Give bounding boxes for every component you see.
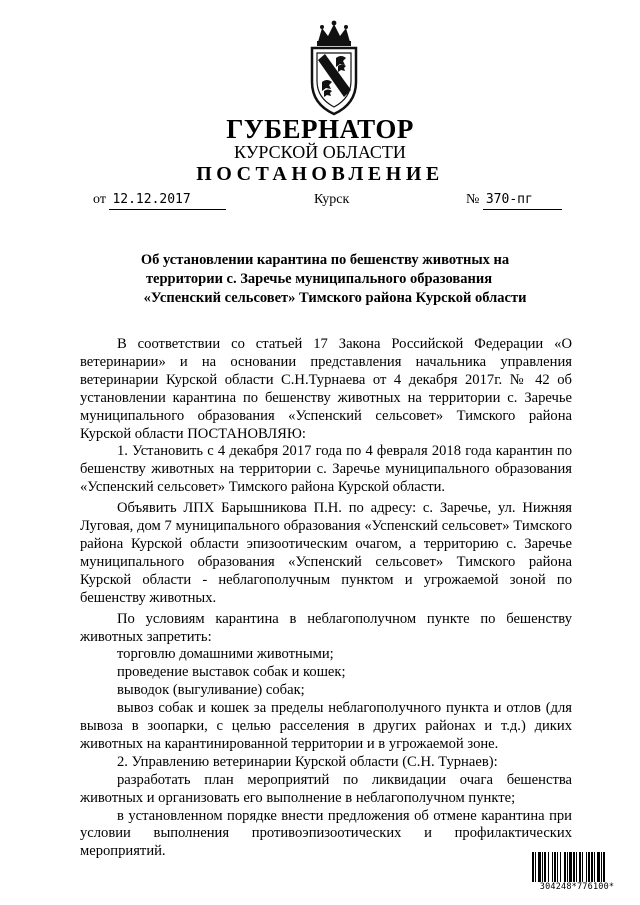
barcode-bar	[538, 852, 541, 885]
barcode-bar	[535, 852, 536, 885]
paragraph-announcement: Объявить ЛПХ Барышникова П.Н. по адресу: с. Заречье, ул. Нижняя Луговая, дом 7 муниципального образования «Успенский сельсовет» Тимского района Курской области эпизоотическим очагом, а территорию с. Заречье муниципального образования «Успенский сельсовет» Тимского района Курской области - неблагополучным пунктом и угрожаемой зоной по бешенству животных.	[80, 500, 572, 606]
document-city: Курск	[314, 192, 350, 207]
barcode-bar	[567, 852, 568, 885]
paragraph-item-2: 2. Управлению ветеринарии Курской области (С.Н. Турнаев):	[117, 753, 498, 770]
barcode-bar	[544, 852, 546, 885]
document-number	[466, 191, 562, 210]
barcode-bar	[573, 852, 575, 885]
barcode-bar	[582, 852, 583, 885]
governor-title: ГУБЕРНАТОР	[226, 114, 414, 144]
paragraph-item-1: 1. Установить с 4 декабря 2017 года по 4 февраля 2018 года карантин по бешенству животных на территории с. Заречье муниципального образования «Успенский сельсовет» Тимского района Курской области.	[80, 443, 572, 496]
barcode-bar	[576, 852, 577, 885]
barcode-bar	[601, 852, 602, 885]
prohibition-item: торговлю домашними животными;	[117, 646, 334, 663]
barcode-bar	[542, 852, 543, 885]
barcode-bar	[588, 852, 590, 885]
coat-of-arms-emblem	[298, 20, 370, 120]
barcode-bar	[548, 852, 549, 885]
number-prefix: №	[466, 192, 480, 207]
barcode-bar	[552, 852, 553, 885]
subject-line: Об установлении карантина по бешенству животных на	[140, 252, 510, 268]
decree-body	[80, 336, 572, 861]
barcode-number: 304248*776100*	[531, 882, 623, 893]
barcode-bar	[569, 852, 572, 885]
task-item: в установленном порядке внести предложения об отмене карантина при условии выполнения противоэпизоотических и профилактических мероприятий.	[80, 807, 572, 860]
barcode-bar	[560, 852, 561, 885]
region-name: КУРСКОЙ ОБЛАСТИ	[234, 142, 406, 162]
document-type: ПОСТАНОВЛЕНИЕ	[196, 163, 444, 185]
paragraph-prohibitions-intro: По условиям карантина в неблагополучном пункте по бешенству животных запретить:	[80, 610, 572, 645]
task-item: разработать план мероприятий по ликвидации очага бешенства животных и организовать его выполнение в неблагополучном пункте;	[80, 771, 572, 806]
barcode-bar	[564, 852, 566, 885]
prohibition-item: вывоз собак и кошек за пределы неблагополучного пункта и отлов (для вывоза в зоопарки, с целью расселения в других районах и т.д.) диких животных на карантинированной территории и в угрожаемой зоне.	[80, 700, 572, 752]
paragraph-preamble: В соответствии со статьей 17 Закона Российской Федерации «О ветеринарии» и на основании представления начальника управления ветеринарии Курской области С.Н.Турнаева от 4 декабря 2017г. № 42 об установлении карантина по бешенству животных на территории с. Заречье муниципального образования «Успенский сельсовет» Тимского района Курской области ПОСТАНОВЛЯЮ:	[80, 336, 572, 442]
barcode-bar	[603, 852, 605, 885]
subject-line: «Успенский сельсовет» Тимского района Курской области	[143, 290, 527, 306]
barcode-bar	[532, 852, 534, 885]
barcode-bar	[597, 852, 600, 885]
document-date	[93, 191, 226, 210]
barcode-bar	[586, 852, 587, 885]
prohibition-item: проведение выставок собак и кошек;	[117, 664, 346, 681]
barcode-bar	[579, 852, 581, 885]
barcode-bar	[594, 852, 595, 885]
subject-line: территории с. Заречье муниципального образования	[145, 271, 493, 287]
barcode-bar	[591, 852, 593, 885]
barcode-bar	[554, 852, 556, 885]
barcode-bar	[557, 852, 558, 885]
decree-subject	[0, 251, 640, 308]
prohibition-item: выводок (выгуливание) собак;	[117, 682, 305, 699]
date-prefix: от	[93, 192, 106, 207]
number-value: 370-пг	[483, 191, 562, 210]
date-value: 12.12.2017	[109, 191, 226, 210]
